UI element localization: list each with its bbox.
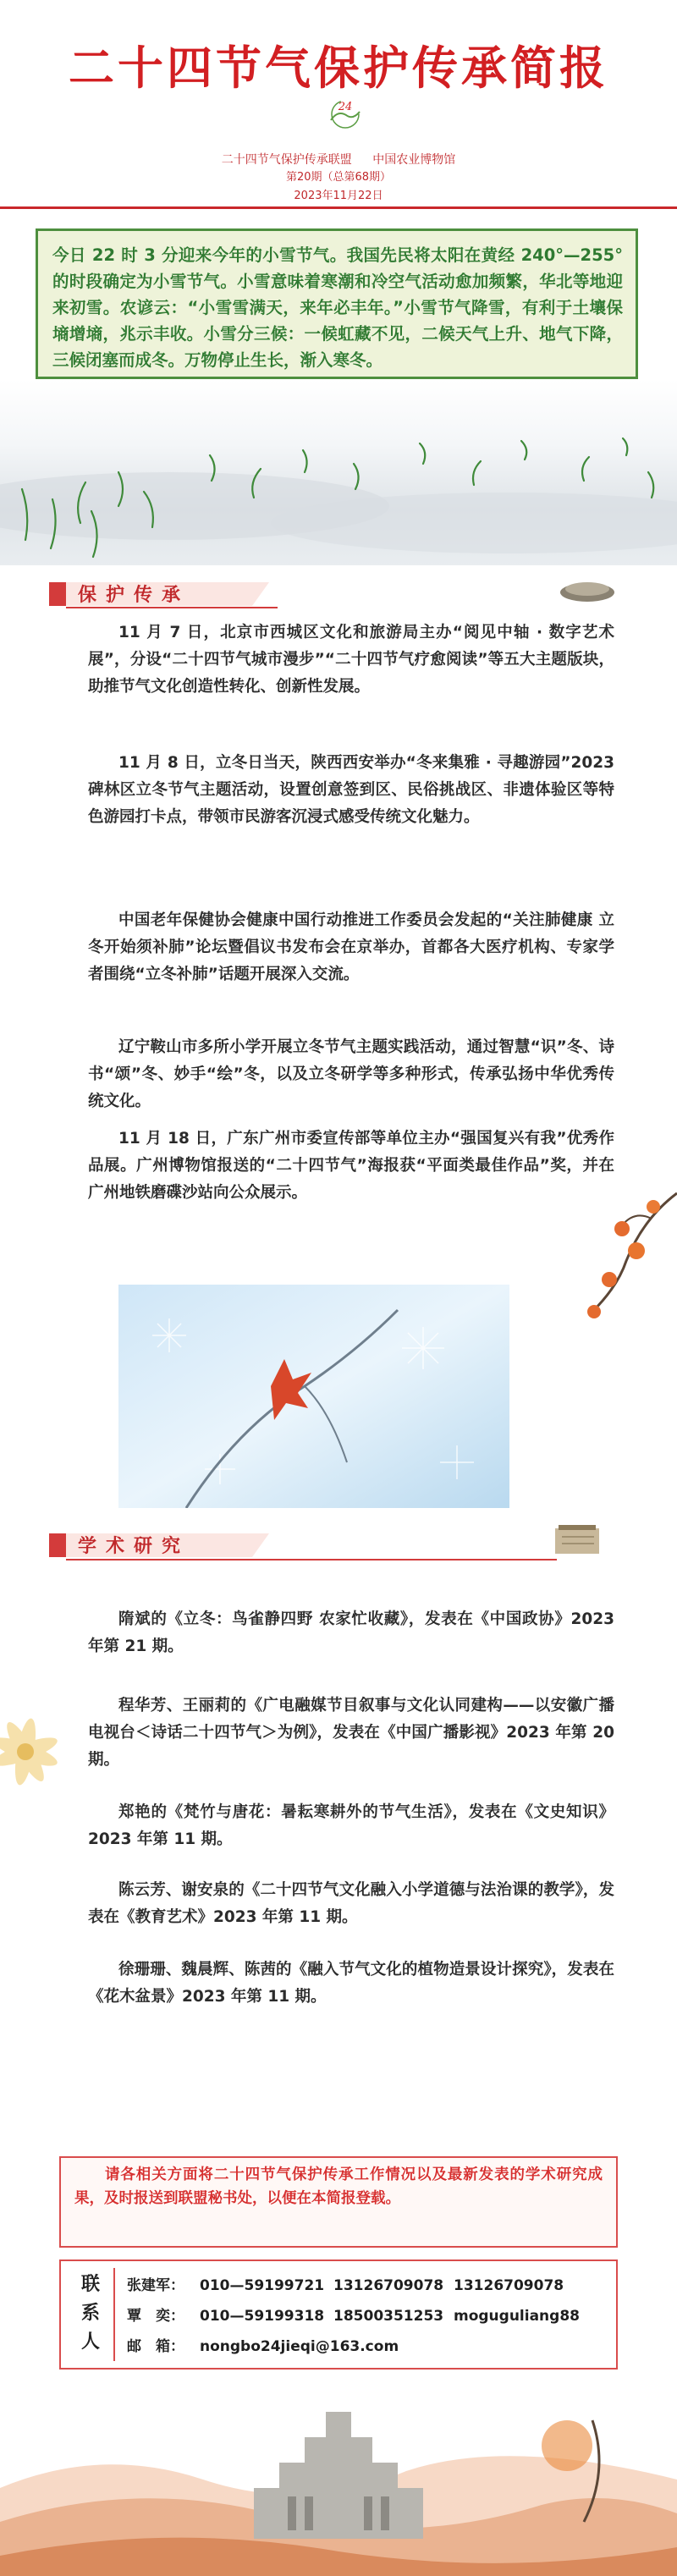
section-header-research <box>49 1528 625 1562</box>
header-divider <box>0 206 677 209</box>
contact-extra: 13126709078 <box>454 2277 564 2294</box>
contact-row <box>127 2334 399 2355</box>
section-label-research: 学术研究 <box>78 1536 190 1557</box>
contact-label: 联系人 <box>80 2274 100 2353</box>
book-scroll-icon <box>550 1520 604 1559</box>
contact-phone: 010—59199318 <box>200 2308 325 2325</box>
news-paragraph: 11 月 8 日，立冬日当天，陕西西安举办“冬来集雅 · 寻趣游园”2023 碑林区立冬节气主题活动，设置创意签到区、民俗挑战区、非遗体验区等特色游园打卡点，带领市民游客沉浸式感受传统文化魅力。 <box>88 754 614 826</box>
news-paragraph: 11 月 7 日，北京市西城区文化和旅游局主办“阅见中轴 · 数字艺术展”，分设“二十四节气城市漫步”“二十四节气疗愈阅读”等五大主题版块，助推节气文化创造性转化、创新性发展。 <box>88 624 614 696</box>
research-paragraph: 程华芳、王丽莉的《广电融媒节目叙事与文化认同建构——以安徽广播电视台＜诗话二十四节气＞为例》，发表在《中国广播影视》2023 年第 20 期。 <box>88 1697 614 1769</box>
email-label: 邮 箱： <box>127 2338 184 2355</box>
logo-text: 24 <box>338 101 353 113</box>
contact-name: 覃 奕： <box>127 2308 184 2325</box>
contact-email[interactable]: nongbo24jieqi@163.com <box>200 2338 399 2355</box>
organizer-2: 中国农业博物馆 <box>372 153 456 167</box>
page-title: 二十四节气保护传承简报 <box>69 41 608 95</box>
contact-mobile: 18500351253 <box>333 2308 444 2325</box>
contact-extra: moguguliang88 <box>454 2308 580 2325</box>
news-paragraph: 中国老年保健协会健康中国行动推进工作委员会发起的“关注肺健康 立冬开始须补肺”论坛暨倡议书发布会在京举办，首都各大医疗机构、专家学者围绕“立冬补肺”话题开展深入交流。 <box>88 911 614 983</box>
contact-name: 张建军： <box>127 2277 184 2294</box>
footer-landscape-image <box>0 2386 677 2576</box>
research-paragraph: 陈云芳、谢安泉的《二十四节气文化融入小学道德与法治课的教学》，发表在《教育艺术》2023 年第 11 期。 <box>88 1881 614 1926</box>
frost-leaf-image <box>118 1285 509 1508</box>
issue-number: 第20期（总第68期） <box>285 171 392 184</box>
section-divider <box>66 1559 557 1560</box>
news-paragraph: 辽宁鞍山市多所小学开展立冬节气主题实践活动，通过智慧“识”冬、诗书“颂”冬、妙手“绘”冬，以及立冬研学等多种形式，传承弘扬中华优秀传统文化。 <box>88 1038 614 1110</box>
contact-row <box>127 2304 580 2325</box>
issue-date: 2023年11月22日 <box>294 190 383 202</box>
ink-stone-icon <box>557 575 618 604</box>
persimmon-branch-icon <box>575 1185 677 1329</box>
section-header-protection <box>49 577 625 611</box>
contact-divider <box>113 2268 115 2361</box>
chrysanthemum-icon <box>0 1684 93 1819</box>
research-paragraph: 隋斌的《立冬：鸟雀静四野 农家忙收藏》，发表在《中国政协》2023 年第 21 期。 <box>88 1610 614 1655</box>
organizer-line <box>0 151 677 168</box>
jieqi-logo-icon <box>326 95 365 134</box>
contact-mobile: 13126709078 <box>333 2277 444 2294</box>
research-paragraph: 徐珊珊、魏晨辉、陈茜的《融入节气文化的植物造景设计探究》，发表在《花木盆景》2023 年第 11 期。 <box>88 1961 614 2006</box>
research-paragraph: 郑艳的《梵竹与唐花：暑耘寒耕外的节气生活》，发表在《文史知识》2023 年第 11 期。 <box>88 1803 614 1848</box>
contact-phone: 010—59199721 <box>200 2277 325 2294</box>
section-label-protection: 保护传承 <box>78 585 190 606</box>
news-paragraph: 11 月 18 日，广东广州市委宣传部等单位主办“强国复兴有我”优秀作品展。广州博物馆报送的“二十四节气”海报获“平面类最佳作品”奖，并在广州地铁磨碟沙站向公众展示。 <box>88 1130 614 1202</box>
organizer-1: 二十四节气保护传承联盟 <box>221 153 352 167</box>
intro-text: 今日 22 时 3 分迎来今年的小雪节气。我国先民将太阳在黄经 240°—255°的时段确定为小雪节气。小雪意味着寒潮和冷空气活动愈加频繁，华北等地迎来初雪。农谚云：“小雪雪满天，来年必丰年。”小雪节气降雪，有利于土壤保墒增墒，兆示丰收。小雪分三候：一候虹藏不见，二候天气上升、地气下降，三候闭塞而成冬。万物停止生长，渐入寒冬。 <box>52 245 623 370</box>
submission-note: 请各相关方面将二十四节气保护传承工作情况以及最新发表的学术研究成果，及时报送到联盟秘书处，以便在本简报登载。 <box>74 2166 603 2207</box>
snow-grass-image <box>0 379 677 565</box>
contact-row <box>127 2273 564 2294</box>
